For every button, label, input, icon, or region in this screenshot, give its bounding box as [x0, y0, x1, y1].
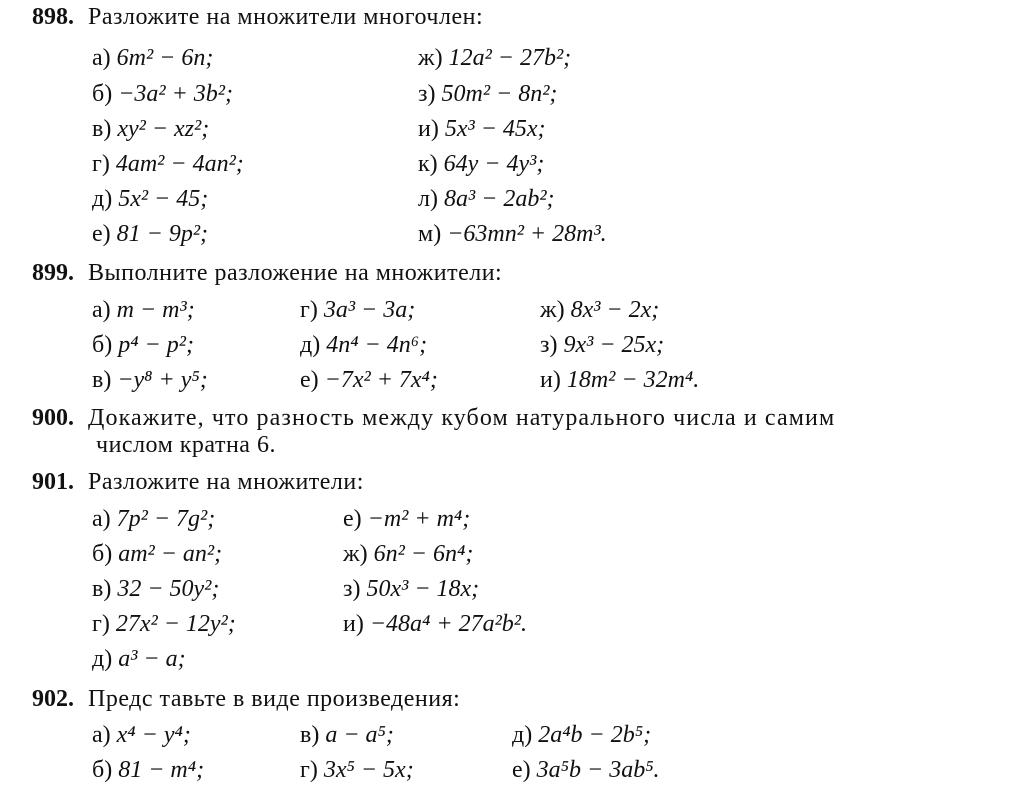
- item-expression: 50m² − 8n²;: [441, 81, 558, 107]
- item-label: д): [92, 646, 113, 672]
- problem-898-item-d: [92, 184, 208, 214]
- problem-899-item-g: [300, 295, 415, 325]
- problem-902-header: [32, 684, 460, 714]
- item-label: з): [343, 576, 361, 602]
- item-expression: 3a³ − 3a;: [323, 297, 416, 323]
- problem-902-item-a: [92, 720, 191, 750]
- item-label: ж): [540, 297, 565, 323]
- item-label: в): [92, 367, 112, 393]
- item-label: б): [92, 332, 113, 358]
- item-expression: 64y − 4y³;: [443, 151, 545, 177]
- problem-title-line-1: Докажите, что разность между кубом натурального числа и самим: [88, 405, 836, 431]
- item-expression: 6n² − 6n⁴;: [373, 541, 474, 567]
- item-expression: 18m² − 32m⁴.: [566, 367, 700, 393]
- problem-899-item-b: [92, 330, 194, 360]
- problem-number: 900.: [32, 405, 74, 431]
- problem-899-item-d: [300, 330, 427, 360]
- problem-902-item-g: [300, 755, 414, 785]
- item-expression: −48a⁴ + 27a²b².: [369, 611, 527, 637]
- item-label: д): [92, 186, 113, 212]
- problem-898-item-a: [92, 43, 213, 73]
- problem-901-item-i: [343, 609, 527, 639]
- problem-902-item-b: [92, 755, 204, 785]
- item-expression: 12a² − 27b²;: [448, 45, 572, 71]
- problem-title-line-2: числом кратна 6.: [96, 432, 276, 458]
- problem-899-header: [32, 258, 502, 288]
- item-expression: x⁴ − y⁴;: [116, 722, 191, 748]
- item-expression: 8a³ − 2ab²;: [443, 186, 555, 212]
- item-expression: 7p² − 7g²;: [116, 506, 216, 532]
- item-label: г): [300, 297, 318, 323]
- item-label: к): [418, 151, 438, 177]
- problem-900-header: [32, 403, 835, 433]
- item-expression: 5x³ − 45x;: [444, 116, 546, 142]
- problem-899-item-e: [300, 365, 438, 395]
- problem-901-item-z: [343, 574, 479, 604]
- item-expression: 9x³ − 25x;: [563, 332, 665, 358]
- item-label: а): [92, 297, 111, 323]
- problem-900-title-line-2: [96, 430, 276, 460]
- problem-898-item-m: [418, 219, 607, 249]
- item-label: б): [92, 757, 113, 783]
- problem-title: Разложите на множители многочлен:: [88, 4, 484, 30]
- problem-number: 902.: [32, 686, 74, 712]
- problem-898-item-k: [418, 149, 544, 179]
- problem-901-header: [32, 467, 364, 497]
- item-expression: a³ − a;: [118, 646, 186, 672]
- item-label: б): [92, 81, 113, 107]
- problem-901-item-zh: [343, 539, 473, 569]
- problem-899-item-i: [540, 365, 699, 395]
- item-label: г): [300, 757, 318, 783]
- item-expression: 32 − 50y²;: [117, 576, 220, 602]
- item-label: д): [300, 332, 321, 358]
- problem-899-item-a: [92, 295, 195, 325]
- item-label: е): [343, 506, 362, 532]
- item-expression: m − m³;: [116, 297, 195, 323]
- problem-899-item-z: [540, 330, 664, 360]
- problem-898-item-z: [418, 79, 557, 109]
- item-expression: 5x² − 45;: [118, 186, 209, 212]
- item-expression: 81 − m⁴;: [118, 757, 205, 783]
- item-label: и): [540, 367, 561, 393]
- item-label: з): [540, 332, 558, 358]
- item-expression: 3x⁵ − 5x;: [323, 757, 414, 783]
- problem-title: Выполните разложение на множители:: [88, 260, 503, 286]
- item-expression: xy² − xz²;: [117, 116, 210, 142]
- item-label: а): [92, 45, 111, 71]
- item-label: в): [300, 722, 320, 748]
- problem-898-item-v: [92, 114, 209, 144]
- item-label: г): [92, 611, 110, 637]
- item-label: ж): [418, 45, 443, 71]
- item-label: б): [92, 541, 113, 567]
- problem-901-item-g: [92, 609, 236, 639]
- item-label: д): [512, 722, 533, 748]
- item-label: а): [92, 506, 111, 532]
- item-expression: −3a² + 3b²;: [118, 81, 233, 107]
- item-label: в): [92, 576, 112, 602]
- item-label: м): [418, 221, 442, 247]
- problem-title: Предс тавьте в виде произведения:: [88, 686, 461, 712]
- item-label: и): [418, 116, 439, 142]
- problem-number: 899.: [32, 260, 74, 286]
- problem-title: Разложите на множители:: [88, 469, 364, 495]
- item-expression: 27x² − 12y²;: [115, 611, 236, 637]
- item-label: л): [418, 186, 438, 212]
- problem-number: 901.: [32, 469, 74, 495]
- item-expression: 8x³ − 2x;: [570, 297, 660, 323]
- problem-898-item-i: [418, 114, 546, 144]
- item-expression: am² − an²;: [118, 541, 223, 567]
- item-expression: 4am² − 4an²;: [115, 151, 244, 177]
- problem-902-item-e: [512, 755, 660, 785]
- item-label: е): [92, 221, 111, 247]
- item-label: з): [418, 81, 436, 107]
- problem-898-header: [32, 2, 483, 32]
- problem-number: 898.: [32, 4, 74, 30]
- problem-898-item-e: [92, 219, 208, 249]
- item-expression: a − a⁵;: [325, 722, 394, 748]
- item-label: в): [92, 116, 112, 142]
- item-expression: −m² + m⁴;: [367, 506, 471, 532]
- item-expression: 3a⁵b − 3ab⁵.: [536, 757, 660, 783]
- problem-901-item-e: [343, 504, 470, 534]
- problem-901-item-v: [92, 574, 219, 604]
- item-label: а): [92, 722, 111, 748]
- problem-898-item-b: [92, 79, 233, 109]
- problem-898-item-g: [92, 149, 244, 179]
- item-expression: −7x² + 7x⁴;: [324, 367, 438, 393]
- problem-901-item-a: [92, 504, 215, 534]
- problem-899-item-zh: [540, 295, 659, 325]
- item-expression: −y⁸ + y⁵;: [117, 367, 208, 393]
- problem-901-item-b: [92, 539, 222, 569]
- item-expression: 6m² − 6n;: [116, 45, 214, 71]
- problem-901-item-d: [92, 644, 186, 674]
- item-expression: 50x³ − 18x;: [366, 576, 480, 602]
- item-expression: p⁴ − p²;: [118, 332, 194, 358]
- item-label: е): [512, 757, 531, 783]
- item-expression: −63mn² + 28m³.: [447, 221, 607, 247]
- item-expression: 81 − 9p²;: [116, 221, 209, 247]
- item-label: ж): [343, 541, 368, 567]
- problem-898-item-zh: [418, 43, 571, 73]
- item-label: и): [343, 611, 364, 637]
- problem-902-item-v: [300, 720, 394, 750]
- item-expression: 4n⁴ − 4n⁶;: [326, 332, 428, 358]
- item-label: г): [92, 151, 110, 177]
- item-expression: 2a⁴b − 2b⁵;: [538, 722, 652, 748]
- problem-902-item-d: [512, 720, 651, 750]
- problem-898-item-l: [418, 184, 555, 214]
- item-label: е): [300, 367, 319, 393]
- problem-899-item-v: [92, 365, 208, 395]
